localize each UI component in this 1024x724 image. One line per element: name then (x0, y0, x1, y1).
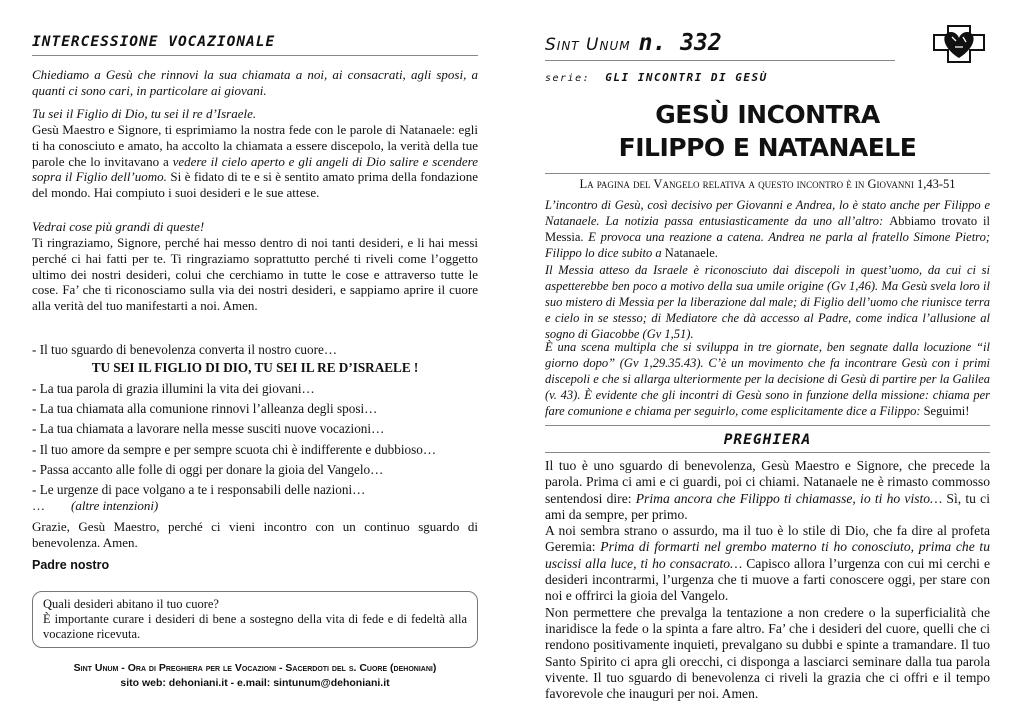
page-title: GESÙ INCONTRA FILIPPO E NATANAELE (618, 100, 917, 162)
divider (32, 55, 478, 56)
prayer-title: PREGHIERA (723, 432, 812, 448)
intention-first: - Il tuo sguardo di benevolenza converta il nostro cuore… (32, 342, 338, 357)
intentions-list (32, 379, 436, 500)
verse-2: Vedrai cose più grandi di queste! (32, 219, 205, 234)
list-item: - Passa accanto alle folle di oggi per donare la gioia del Vangelo… (32, 461, 384, 477)
intercession-title: INTERCESSIONE VOCAZIONALE (32, 34, 276, 50)
series-line: serie: GLI INCONTRI DI GESÙ (545, 71, 768, 84)
list-item: - Le urgenze di pace volgano a te i responsabili delle nazioni… (32, 482, 366, 498)
divider (545, 425, 990, 426)
commentary-2: Il Messia atteso da Israele è riconosciuto dai discepoli in quest’uomo, da cui ci si aspetterebbe ben poco a motivo della sua umile origine (Gv 1,46). Ma Gesù svela loro il suo mistero di Messia per la liberazione dal male; di Figlio dell’uomo che riunisce terra e cielo in se stesso; di Mediatore che dà accesso al Padre, come indica l’allusione al sogno di Giacobbe (Gv 1,51). (545, 263, 990, 341)
paragraph-2: Ti ringraziamo, Signore, perché hai messo dentro di noi tanti desideri, e li hai messi perché ci hai fatti per te. Ti ringraziamo soprattutto perché ti riveli come l’oggetto ultimo dei nostri desideri, colui che cerchiamo in tutte le cose e attraverso tutte le cose. Fa’ che ti riconosciamo sulla via dei nostri desideri, e sappiamo aprire il cuore alla verità del tuo manifestarti a noi. Amen. (32, 235, 478, 314)
issue-number: n. 332 (638, 30, 722, 56)
box-text: È importante curare i desideri di bene a sostegno della vita di fede e di fedeltà alla vocazione ricevuta. (43, 612, 467, 641)
reflection-box (32, 591, 478, 648)
footer-line-1: Sint Unum - Ora di Preghiera per le Vocazioni - Sacerdoti del s. Cuore (dehoniani) (73, 662, 437, 674)
verse-1: Tu sei il Figlio di Dio, tu sei il re d’Israele. (32, 106, 257, 121)
response-line: TU SEI IL FIGLIO DI DIO, TU SEI IL RE D’ISRAELE ! (91, 360, 419, 375)
commentary-3: È una scena multipla che si sviluppa in tre giornate, ben segnate dalla locuzione “il giorno dopo” (Gv 1,29.35.43). C’è un movimento che fa incontrare Gesù con i primi discepoli e che si allarga ulteriormente per la decisione di Gesù di partire per la Galilea (v. 43). È evidente che gli incontri di Gesù sono in funzione della missione: chiama per fare comunione e chiama per seguirlo, come esplicitamente dice a Filippo: Seguimi! (545, 340, 990, 418)
list-item: - La tua chiamata alla comunione rinnovi l’alleanza degli sposi… (32, 401, 378, 417)
divider (545, 60, 895, 61)
intro-text: Chiediamo a Gesù che rinnovi la sua chiamata a noi, ai consacrati, agli sposi, a quanti ci sono cari, in particolare ai giovani. (32, 67, 478, 98)
heart-cross-logo-icon (930, 22, 988, 66)
list-item: - La tua chiamata a lavorare nella messe susciti nuove vocazioni… (32, 421, 385, 437)
padre-nostro: Padre nostro (32, 558, 110, 572)
list-item: - La tua parola di grazia illumini la vita dei giovani… (32, 381, 315, 396)
closing-prayer: Grazie, Gesù Maestro, perché ci vieni incontro con un continuo sguardo di benevolenza. Amen. (32, 519, 478, 550)
prayer-text: Il tuo è uno sguardo di benevolenza, Gesù Maestro e Signore, che precede la parola. Prima ci ami e ci guardi, poi ci chiami. Natanaele ne è rimasto commosso sentendosi dire: Prima ancora che Filippo ti chiamasse, io ti ho visto… Sì, tu ci ami da sempre, per primo. A noi sembra strano o assurdo, ma il tuo è lo stile di Dio, che fa dire al profeta Geremia: Prima di formarti nel grembo materno ti ho conosciuto, prima che tu uscissi alla luce, ti ho consacrato… Capisco allora l’urgenza con cui mi cerchi e desideri incontrarmi, l’urgenza che ti muove a farti conoscere oggi, per stare con noi e offrirci la gioia del Vangelo. Non permettere che prevalga la tentazione a non credere o la superficialità che inaridisce la fede o la spinta a fare altro. Fa’ che i desideri del cuore, quelli che ci rendono positivamente inquieti, prevalgano su dubbi e spinte a tramandare. Il tuo Santo Spirito ci apra gli orecchi, ci disponga a lasciarci seminare dalla tua parola vivente. Il tuo sguardo di benevolenza ci riveli la grazia che ci offri e il tempo favorevole che inauguri per noi. Amen. (545, 458, 991, 702)
box-question: Quali desideri abitano il tuo cuore? (43, 597, 219, 611)
footer-line-2: sito web: dehoniani.it - e.mail: sintunum@dehoniani.it (120, 677, 390, 689)
series-name: Sint Unum (545, 35, 631, 55)
commentary-1: L’incontro di Gesù, così decisivo per Giovanni e Andrea, lo è stato anche per Filippo e Natanaele. La notizia passa entusiasticamente da uno all’altro: Abbiamo trovato il Messia. E provoca una reazione a catena. Andrea ne parla al fratello Simone Pietro; Filippo lo dice subito a Natanaele. (545, 198, 991, 260)
issue-header (545, 30, 722, 56)
gospel-reference: La pagina del Vangelo relativa a questo incontro è in Giovanni 1,43-51 (579, 177, 956, 191)
list-item: - Il tuo amore da sempre e per sempre scuota chi è indifferente e dubbioso… (32, 441, 437, 457)
paragraph-1: Gesù Maestro e Signore, ti esprimiamo la nostra fede con le parole di Natanaele: egli ti ha conosciuto e amato, ha accolto la chiamata a essere discepolo, la verità della tue parole che lo invitavano a vedere il cielo aperto e gli angeli di Dio salire e scendere sopra il Figlio dell’uomo. Si è fidato di te e si è sentito amato prima della fondazione del mondo. Hai compiuto i suoi desideri e le sue attese. (32, 122, 478, 201)
divider (545, 173, 990, 174)
divider (545, 452, 990, 453)
other-intentions: … (altre intenzioni) (32, 498, 159, 513)
